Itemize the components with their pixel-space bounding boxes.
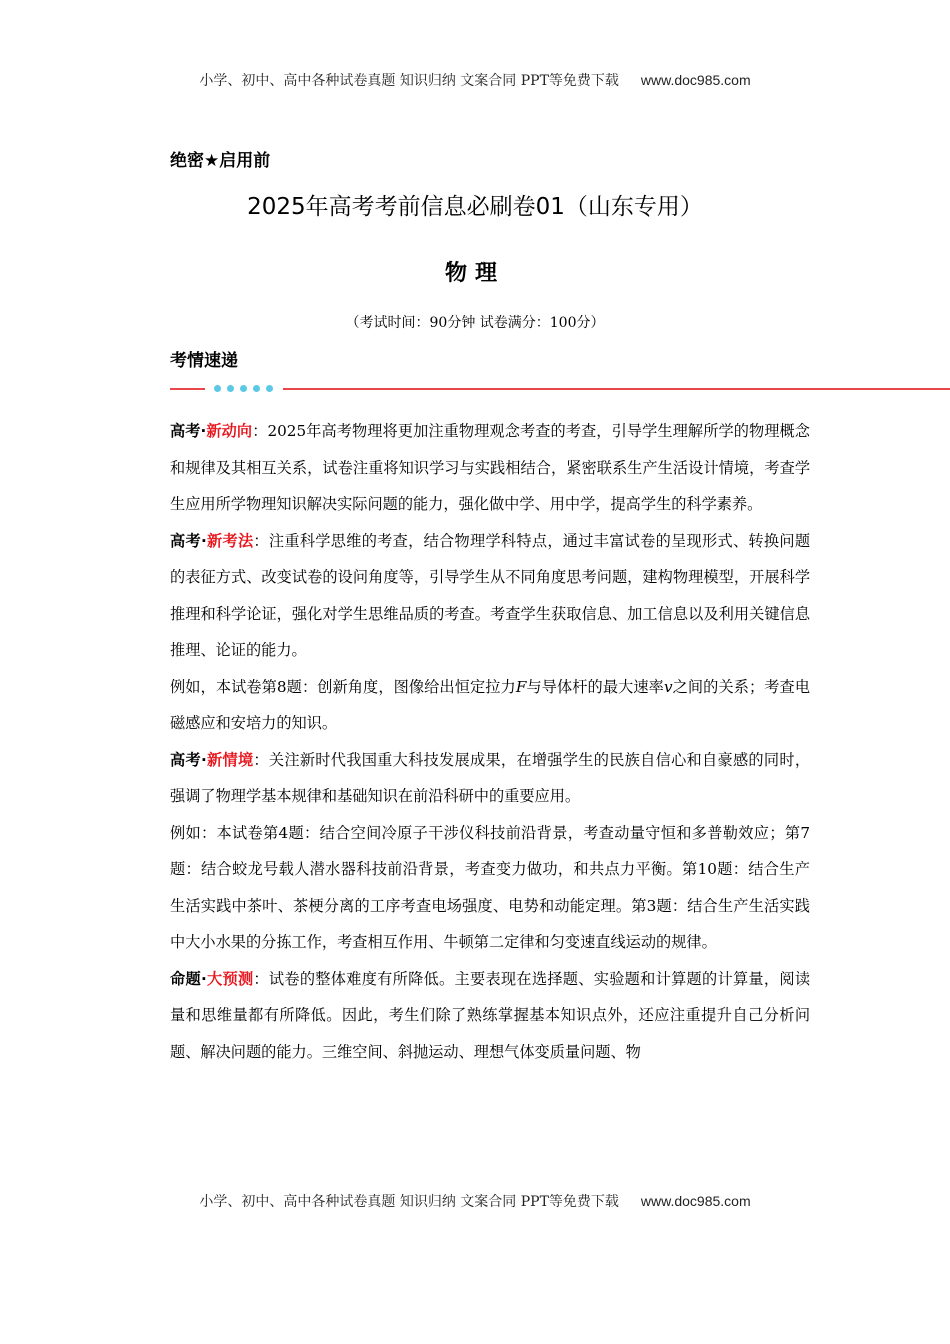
label-prefix: 命题· (170, 969, 207, 988)
paragraph-text: ：注重科学思维的考查，结合物理学科特点，通过丰富试卷的呈现形式、转换问题的表征方式、改变试卷的设问角度等，引导学生从不同角度思考问题，建构物理模型，开展科学推理和科学论证，强化对学生思维品质的考查。考查学生获取信息、加工信息以及利用关键信息推理、论证的能力。 (170, 531, 810, 659)
label-highlight: 新动向 (206, 422, 253, 440)
page-footer (0, 1191, 950, 1211)
dot-icon (227, 385, 234, 392)
label-highlight: 新情境 (206, 750, 254, 769)
exam-info: （考试时间：90分钟 试卷满分：100分） (345, 315, 605, 331)
dot-icon (253, 385, 260, 392)
paragraph-text: 与导体杆的最大速率 (526, 677, 664, 696)
paragraph-examples (170, 815, 810, 961)
label-highlight: 大预测 (206, 969, 254, 988)
paragraph-new-method (170, 523, 810, 669)
paragraph-example-8 (170, 669, 810, 742)
label-prefix: 高考· (170, 531, 207, 550)
paragraph-prediction (170, 961, 810, 1071)
exam-title: 2025年高考考前信息必刷卷01（山东专用） (247, 194, 703, 220)
paragraph-new-direction (170, 413, 810, 523)
dot-icon (266, 385, 273, 392)
subject-title: 物理 (444, 261, 505, 286)
variable-v: v (663, 677, 673, 696)
footer-text: 小学、初中、高中各种试卷真题 知识归纳 文案合同 PPT等免费下载 (199, 1194, 619, 1210)
secret-label: 绝密★启用前 (170, 151, 271, 171)
section-title: 考情速递 (170, 351, 238, 371)
paragraph-text: ：关注新时代我国重大科技发展成果，在增强学生的民族自信心和自豪感的同时，强调了物理学基本规律和基础知识在前沿科研中的重要应用。 (170, 750, 810, 805)
label-prefix: 高考· (170, 750, 207, 769)
label-prefix: 高考· (170, 422, 207, 440)
header-url[interactable]: www.doc985.com (640, 72, 751, 88)
dot-icon (240, 385, 247, 392)
label-highlight: 新考法 (206, 531, 254, 550)
variable-f: F (515, 677, 527, 696)
dot-icon (214, 385, 221, 392)
divider-right (283, 388, 950, 390)
paragraph-text: ：试卷的整体难度有所降低。主要表现在选择题、实验题和计算题的计算量，阅读量和思维量都有所降低。因此，考生们除了熟练掌握基本知识点外，还应注重提升自己分析问题、解决问题的能力。三维空间、斜抛运动、理想气体变质量问题、物 (170, 969, 810, 1061)
content-body (170, 413, 810, 1070)
paragraph-text: 例如：本试卷第4题：结合空间冷原子干涉仪科技前沿背景，考查动量守恒和多普勒效应；第7题：结合蛟龙号载人潜水器科技前沿背景，考查变力做功，和共点力平衡。第10题：结合生产生活实践中茶叶、茶梗分离的工序考查电场强度、电势和动能定理。第3题：结合生产生活实践中大小水果的分拣工作，考查相互作用、牛顿第二定律和匀变速直线运动的规律。 (170, 823, 810, 951)
header-text: 小学、初中、高中各种试卷真题 知识归纳 文案合同 PPT等免费下载 (199, 73, 619, 89)
footer-url[interactable]: www.doc985.com (640, 1193, 751, 1209)
paragraph-new-context (170, 742, 810, 815)
divider-dots (214, 385, 279, 393)
paragraph-text: 例如，本试卷第8题：创新角度，图像给出恒定拉力 (170, 677, 516, 696)
paragraph-text: ：2025年高考物理将更加注重物理观念考查的考查，引导学生理解所学的物理概念和规律及其相互关系，试卷注重将知识学习与实践相结合，紧密联系生产生活设计情境，考查学生应用所学物理知识解决实际问题的能力，强化做中学、用中学，提高学生的科学素养。 (170, 422, 810, 513)
paragraph-text: 之间的关系；考查电磁感应和安培力的知识。 (170, 677, 811, 732)
divider-left (170, 388, 205, 390)
page-header (0, 70, 950, 90)
